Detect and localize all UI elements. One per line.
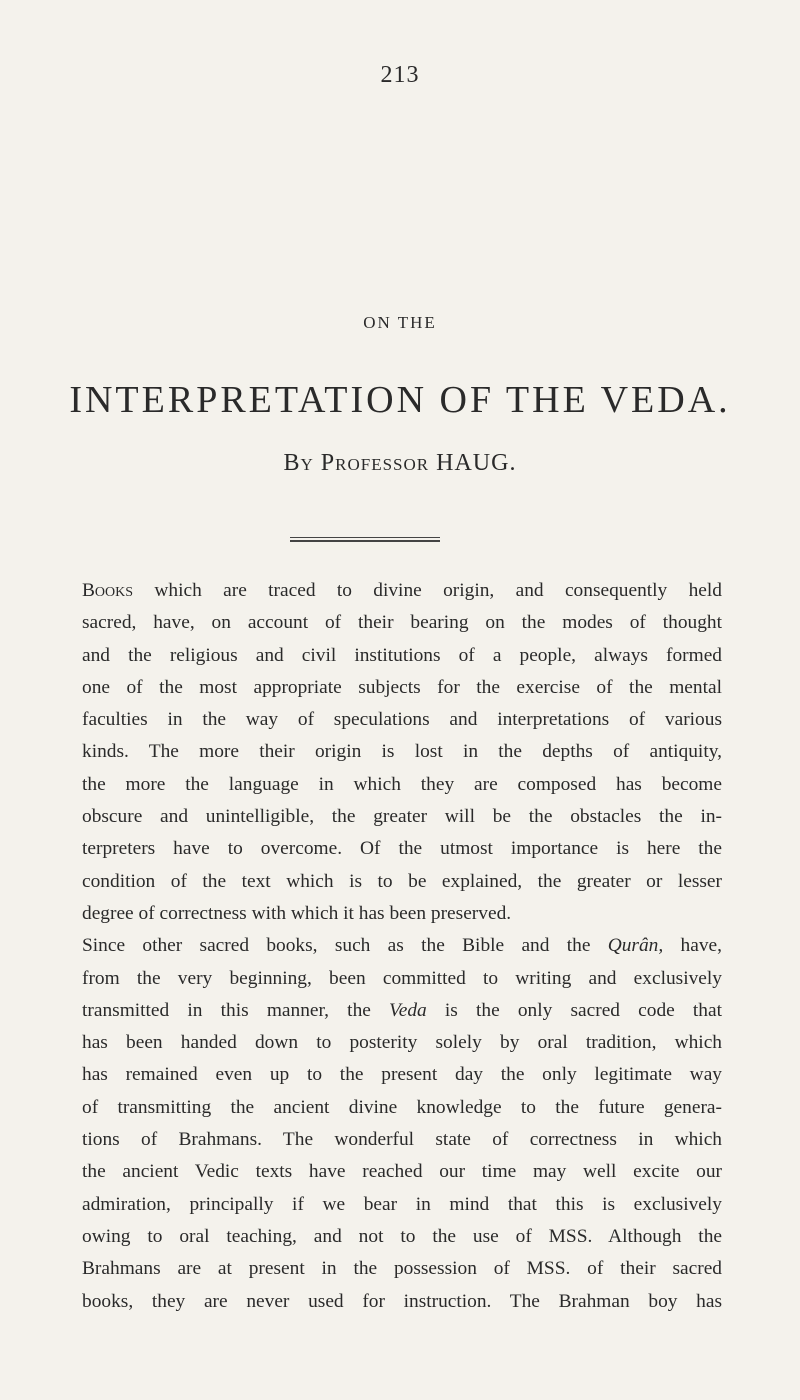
text-run: is the only sacred code that — [426, 999, 722, 1021]
text-line — [82, 833, 722, 865]
article-pre-title: ON THE — [363, 313, 437, 332]
text-run: the more the language in which they are composed has become — [82, 773, 722, 795]
text-run: condition of the text which is to be explained, the greater or lesser — [82, 870, 722, 892]
author-byline — [0, 450, 800, 477]
text-line — [82, 607, 722, 639]
text-line — [82, 1156, 722, 1188]
text-run: Since other sacred books, such as the Bible and the — [82, 935, 608, 957]
text-run: terpreters have to overcome. Of the utmost importance is here the — [82, 838, 722, 860]
text-line — [82, 1189, 722, 1221]
italic-term: Veda — [389, 999, 427, 1021]
text-run: one of the most appropriate subjects for the exercise of the mental — [82, 676, 722, 698]
text-line — [82, 575, 722, 607]
text-line — [82, 1124, 722, 1156]
article-body — [82, 575, 722, 1318]
text-line — [82, 1221, 722, 1253]
text-run: owing to oral teaching, and not to the use of MSS. Although the — [82, 1225, 722, 1247]
section-divider — [290, 537, 440, 542]
text-run: from the very beginning, been committed to writing and exclusively — [82, 967, 722, 989]
text-line — [82, 1253, 722, 1285]
text-run: of transmitting the ancient divine knowledge to the future genera- — [82, 1096, 722, 1118]
author-name: HAUG. — [436, 450, 517, 476]
text-run: has remained even up to the present day the only legitimate way — [82, 1064, 722, 1086]
text-run: books, they are never used for instruction. The Brahman boy has — [82, 1290, 722, 1312]
small-caps-word: Books — [82, 580, 134, 601]
text-line — [82, 801, 722, 833]
text-line — [82, 1092, 722, 1124]
text-line — [82, 898, 722, 930]
article-title: INTERPRETATION OF THE VEDA. — [69, 379, 731, 421]
text-line — [82, 1027, 722, 1059]
text-line — [82, 672, 722, 704]
text-line — [82, 866, 722, 898]
text-line — [82, 640, 722, 672]
text-run: Brahmans are at present in the possession of MSS. of their sacred — [82, 1258, 722, 1280]
text-line — [82, 1286, 722, 1318]
text-line — [82, 769, 722, 801]
text-line — [82, 1059, 722, 1091]
text-run: faculties in the way of speculations and interpretations of various — [82, 709, 722, 731]
page-number: 213 — [380, 62, 420, 88]
text-run: and the religious and civil institutions of a people, always formed — [82, 644, 722, 666]
text-line — [82, 930, 722, 962]
text-line — [82, 736, 722, 768]
italic-term: Qurân, — [607, 935, 664, 957]
text-line — [82, 995, 722, 1027]
text-run: has been handed down to posterity solely by oral tradition, which — [82, 1032, 722, 1054]
text-run: sacred, have, on account of their bearing on the modes of thought — [82, 612, 722, 634]
byline-prefix: By Professor — [283, 450, 430, 476]
text-line — [82, 963, 722, 995]
text-run: obscure and unintelligible, the greater will be the obstacles the in- — [82, 806, 722, 828]
text-run: admiration, principally if we bear in mind that this is exclusively — [82, 1193, 722, 1215]
text-run: which are traced to divine origin, and consequently held — [133, 580, 722, 601]
text-run: transmitted in this manner, the — [82, 999, 390, 1021]
text-run: the ancient Vedic texts have reached our time may well excite our — [82, 1161, 722, 1183]
text-line — [82, 704, 722, 736]
text-run: kinds. The more their origin is lost in the depths of antiquity, — [82, 741, 722, 763]
text-run: degree of correctness with which it has been preserved. — [82, 902, 512, 924]
text-run: have, — [663, 935, 722, 957]
text-run: tions of Brahmans. The wonderful state of correctness in which — [82, 1129, 722, 1151]
